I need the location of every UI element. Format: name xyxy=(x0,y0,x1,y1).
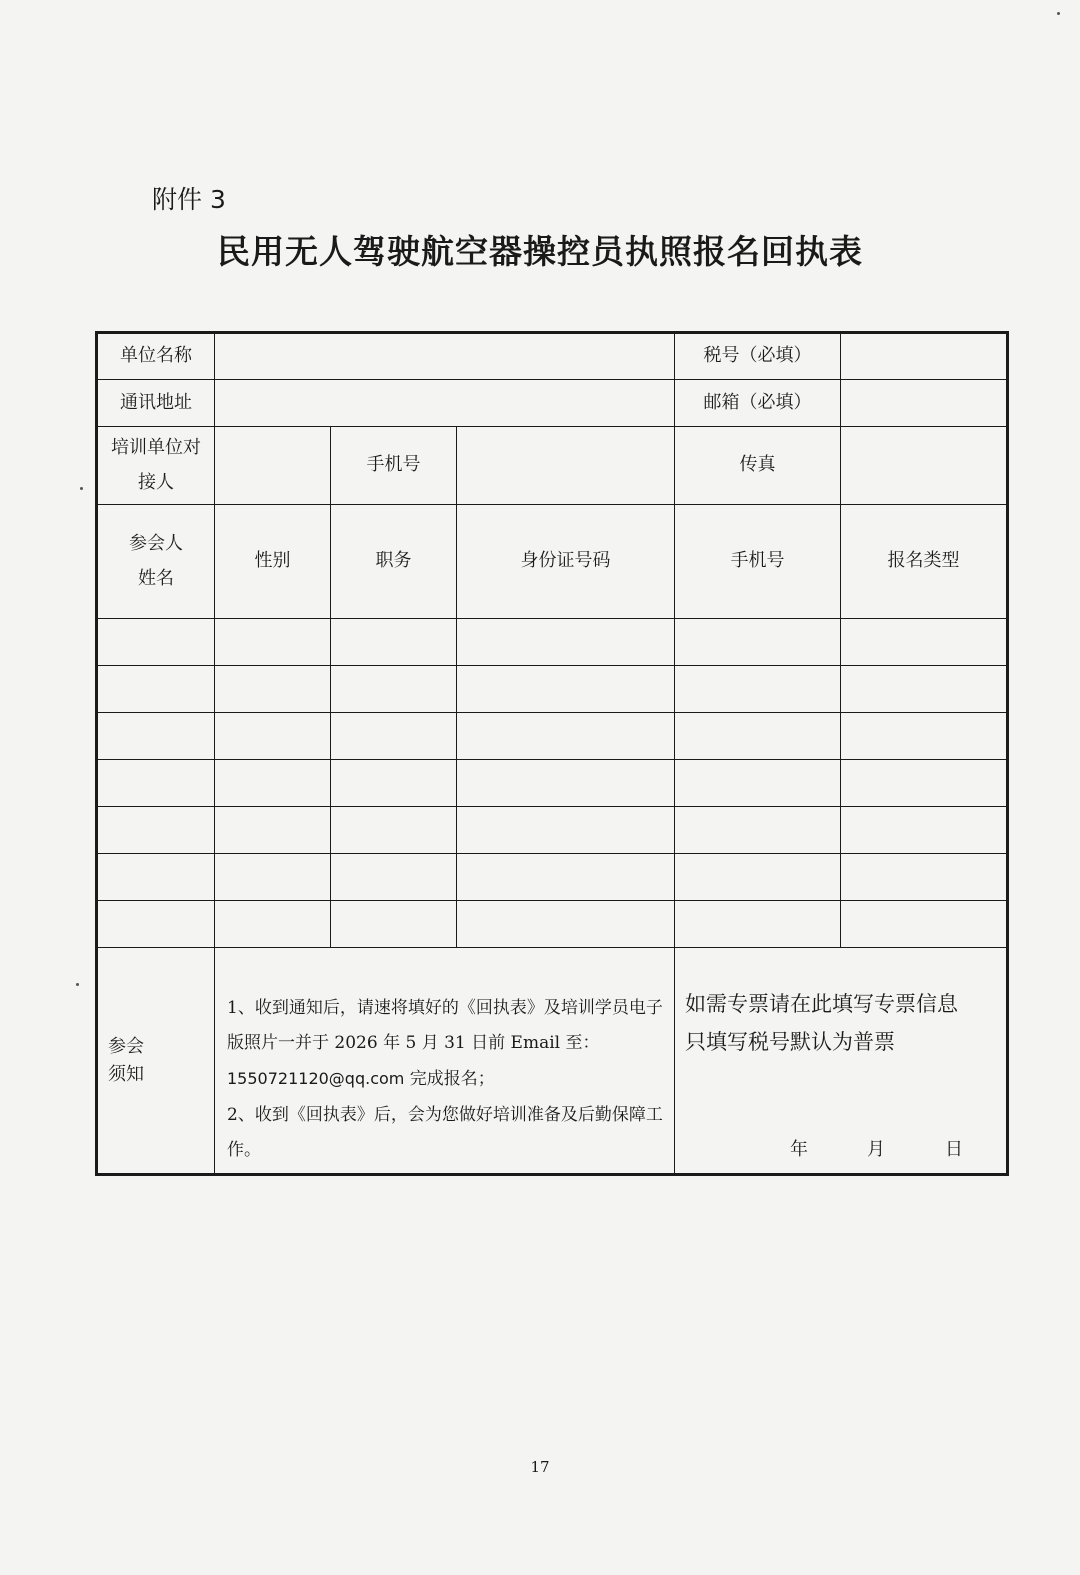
gender-cell[interactable] xyxy=(215,854,331,901)
column-header-gender: 性别 xyxy=(215,505,331,619)
phone-cell[interactable] xyxy=(675,760,841,807)
id-number-cell[interactable] xyxy=(457,760,675,807)
table-row xyxy=(97,854,1008,901)
column-header-name-line1: 参会人 xyxy=(129,533,183,555)
position-cell[interactable] xyxy=(331,713,457,760)
phone-cell[interactable] xyxy=(675,666,841,713)
gender-cell[interactable] xyxy=(215,713,331,760)
registration-type-cell[interactable] xyxy=(841,807,1008,854)
contact-label-line2: 接人 xyxy=(138,471,174,493)
attendee-name-cell[interactable] xyxy=(97,666,215,713)
phone-cell[interactable] xyxy=(675,854,841,901)
attendee-name-cell[interactable] xyxy=(97,619,215,666)
tax-id-label: 税号（必填） xyxy=(675,333,841,380)
registration-type-cell[interactable] xyxy=(841,619,1008,666)
position-cell[interactable] xyxy=(331,807,457,854)
address-label: 通讯地址 xyxy=(97,380,215,427)
table-row xyxy=(97,713,1008,760)
phone-cell[interactable] xyxy=(675,713,841,760)
fax-field[interactable] xyxy=(841,427,1008,505)
id-number-cell[interactable] xyxy=(457,901,675,948)
column-header-id-number: 身份证号码 xyxy=(457,505,675,619)
attachment-label: 附件 3 xyxy=(152,185,226,214)
notice-item-1 xyxy=(227,991,666,1098)
notice-label xyxy=(97,948,215,1175)
scan-speck xyxy=(1057,12,1060,15)
table-row xyxy=(97,619,1008,666)
invoice-info-field[interactable] xyxy=(675,948,1008,1175)
position-cell[interactable] xyxy=(331,760,457,807)
gender-cell[interactable] xyxy=(215,619,331,666)
position-cell[interactable] xyxy=(331,854,457,901)
table-row xyxy=(97,666,1008,713)
invoice-instruction-line1: 如需专票请在此填写专票信息 xyxy=(685,992,959,1016)
id-number-cell[interactable] xyxy=(457,807,675,854)
position-cell[interactable] xyxy=(331,619,457,666)
notice-item-2: 2、收到《回执表》后，会为您做好培训准备及后勤保障工作。 xyxy=(227,1104,663,1161)
notice-item-1-text: 1、收到通知后，请速将填好的《回执表》及培训学员电子版照片一并于 2026 年 5 月 31 日前 Email 至： xyxy=(227,997,663,1054)
position-cell[interactable] xyxy=(331,666,457,713)
registration-form-table xyxy=(95,331,1009,1176)
document-title: 民用无人驾驶航空器操控员执照报名回执表 xyxy=(217,232,863,271)
position-cell[interactable] xyxy=(331,901,457,948)
date-year-label: 年 xyxy=(790,1138,809,1160)
date-day-label: 日 xyxy=(945,1138,964,1160)
contact-label-line1: 培训单位对 xyxy=(111,437,201,459)
notice-label-line2: 须知 xyxy=(108,1063,144,1085)
email-label: 邮箱（必填） xyxy=(675,380,841,427)
contact-label xyxy=(97,427,215,505)
gender-cell[interactable] xyxy=(215,807,331,854)
phone-cell[interactable] xyxy=(675,807,841,854)
column-header-position: 职务 xyxy=(331,505,457,619)
gender-cell[interactable] xyxy=(215,901,331,948)
scan-speck xyxy=(80,487,83,490)
id-number-cell[interactable] xyxy=(457,713,675,760)
attendee-name-cell[interactable] xyxy=(97,713,215,760)
attendee-name-cell[interactable] xyxy=(97,760,215,807)
id-number-cell[interactable] xyxy=(457,666,675,713)
gender-cell[interactable] xyxy=(215,760,331,807)
column-header-name-line2: 姓名 xyxy=(138,567,174,589)
attendee-name-cell[interactable] xyxy=(97,901,215,948)
notice-text xyxy=(215,948,675,1175)
address-field[interactable] xyxy=(215,380,675,427)
notice-label-line1: 参会 xyxy=(108,1035,144,1057)
table-row xyxy=(97,901,1008,948)
id-number-cell[interactable] xyxy=(457,619,675,666)
attendee-name-cell[interactable] xyxy=(97,854,215,901)
registration-type-cell[interactable] xyxy=(841,713,1008,760)
table-row xyxy=(97,807,1008,854)
fax-label: 传真 xyxy=(675,427,841,505)
contact-phone-label: 手机号 xyxy=(331,427,457,505)
tax-id-field[interactable] xyxy=(841,333,1008,380)
attendee-name-cell[interactable] xyxy=(97,807,215,854)
org-name-label: 单位名称 xyxy=(97,333,215,380)
registration-type-cell[interactable] xyxy=(841,760,1008,807)
column-header-name xyxy=(97,505,215,619)
phone-cell[interactable] xyxy=(675,619,841,666)
org-name-field[interactable] xyxy=(215,333,675,380)
gender-cell[interactable] xyxy=(215,666,331,713)
registration-type-cell[interactable] xyxy=(841,854,1008,901)
invoice-instruction-line2: 只填写税号默认为普票 xyxy=(685,1029,896,1054)
notice-email: 1550721120@qq.com xyxy=(227,1068,405,1088)
email-field[interactable] xyxy=(841,380,1008,427)
registration-type-cell[interactable] xyxy=(841,901,1008,948)
date-month-label: 月 xyxy=(867,1138,886,1160)
invoice-instructions xyxy=(675,948,1006,1062)
column-header-phone: 手机号 xyxy=(675,505,841,619)
registration-type-cell[interactable] xyxy=(841,666,1008,713)
notice-item-1-suffix: 完成报名； xyxy=(404,1068,495,1089)
contact-name-field[interactable] xyxy=(215,427,331,505)
table-row xyxy=(97,760,1008,807)
column-header-registration-type: 报名类型 xyxy=(841,505,1008,619)
scan-speck xyxy=(76,983,79,986)
id-number-cell[interactable] xyxy=(457,854,675,901)
contact-phone-field[interactable] xyxy=(457,427,675,505)
page-number: 17 xyxy=(530,1458,550,1476)
phone-cell[interactable] xyxy=(675,901,841,948)
